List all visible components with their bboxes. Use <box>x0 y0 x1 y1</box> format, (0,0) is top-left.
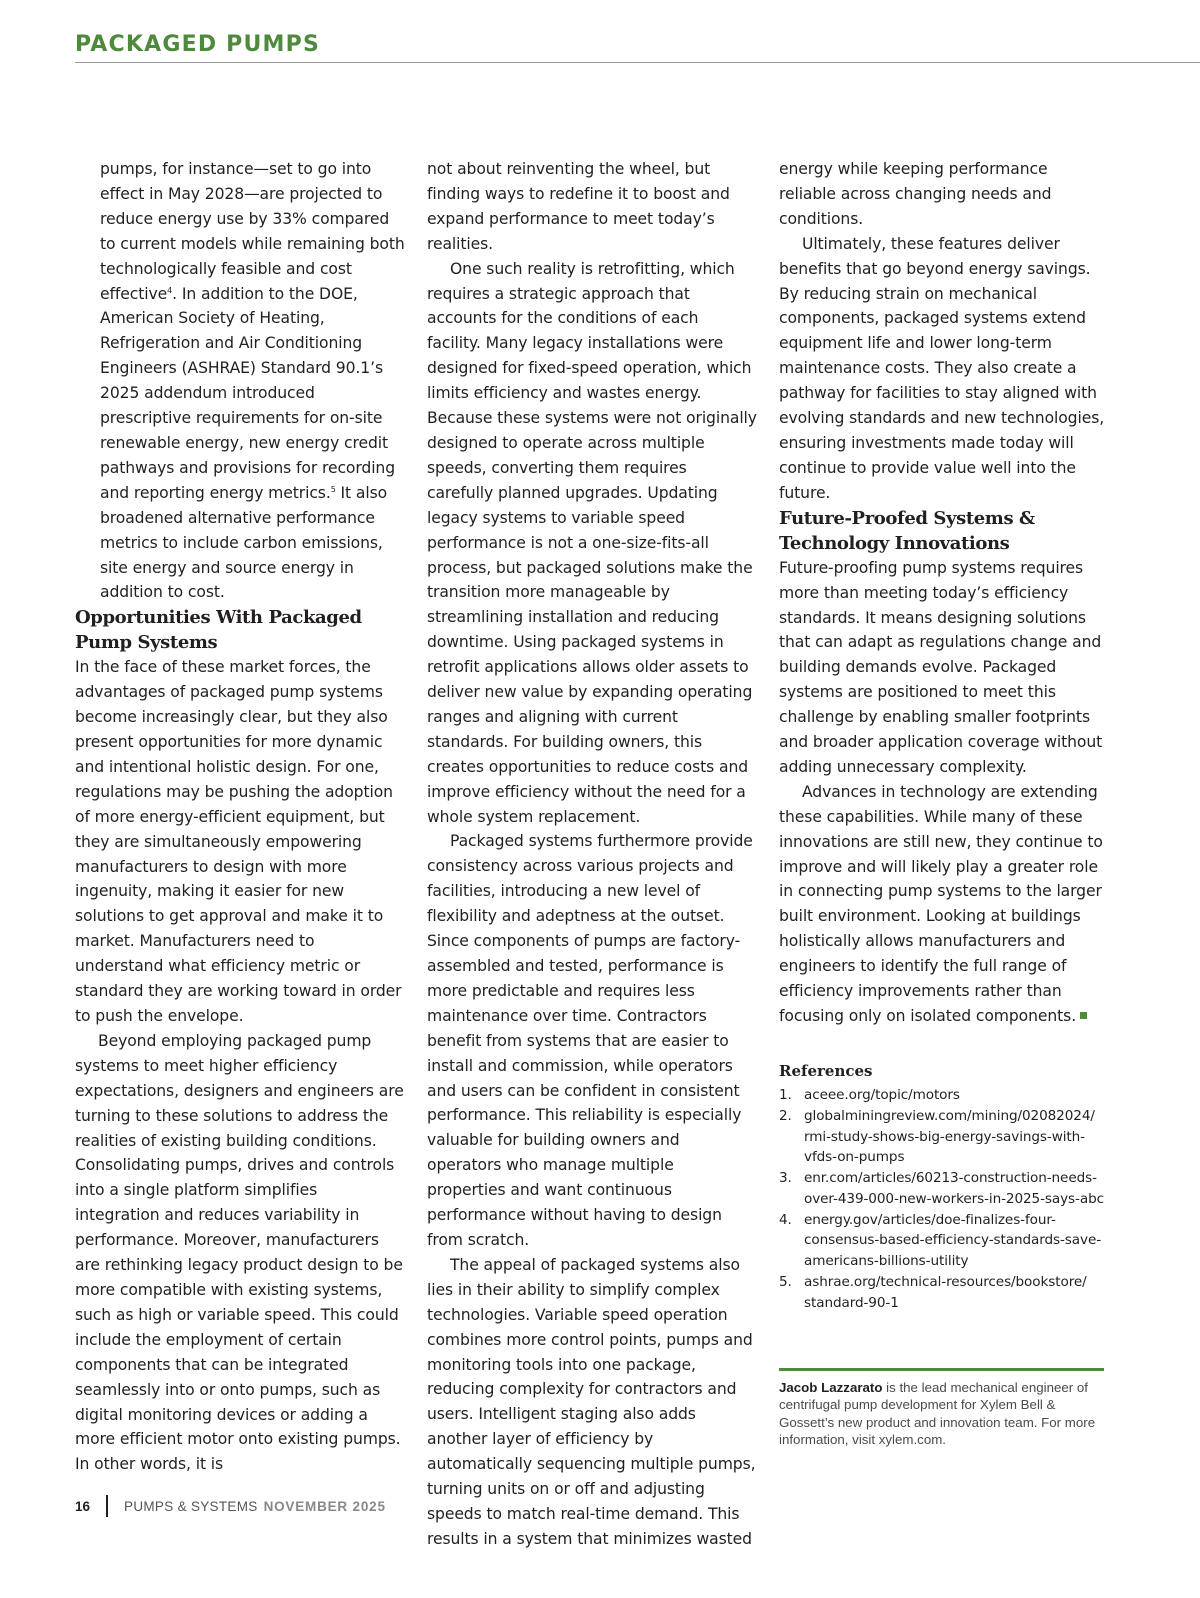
reference-link[interactable]: enr.com/articles/60213-construction-needs-over-439-000-new-workers-in-2025-says-abc <box>804 1170 1104 1207</box>
column-1 <box>75 157 405 1477</box>
author-bio <box>779 1368 1104 1448</box>
subheading-opportunities: Opportunities With Packaged Pump Systems <box>75 607 362 654</box>
reference-link[interactable]: globalminingreview.com/mining/02082024/ rmi-study-shows-big-energy-savings-with-vfds-on-pumps <box>804 1107 1095 1166</box>
paragraph-text: Advances in technology are extending these capabilities. While many of these innovations are still new, they continue to improve and will likely play a greater role in connecting pump systems to the larger built environment. Looking at buildings holistically allows manufacturers and engineers to identify the full range of efficiency improvements rather than focusing only on isolated components. <box>779 782 1103 1025</box>
footer-divider <box>106 1495 108 1517</box>
end-of-article-mark <box>1080 1012 1087 1019</box>
reference-number: 3. <box>779 1170 792 1187</box>
issue-date: NOVEMBER 2025 <box>263 1499 386 1514</box>
reference-number: 1. <box>779 1086 792 1103</box>
intro-block <box>75 157 405 605</box>
reference-item[interactable] <box>779 1168 1109 1210</box>
author-bio-text: is the lead mechanical engineer of centrifugal pump development for Xylem Bell & Gossett’s new product and innovation team. For more information, visit xylem.com. <box>779 1380 1096 1447</box>
paragraph: The appeal of packaged systems also lies in their ability to simplify complex technologies. Variable speed operation combines more control points, pumps and monitoring tools into one package, reducing complexity for contractors and users. Intelligent staging also adds another layer of efficiency by automatically sequencing multiple pumps, turning units on or off and adjusting speeds to match real-time demand. This results in a system that minimizes wasted <box>427 1255 756 1548</box>
reference-item[interactable] <box>779 1106 1109 1168</box>
column-3 <box>779 157 1109 1314</box>
column-2 <box>427 157 757 1552</box>
paragraph: Future-proofing pump systems requires more than meeting today’s efficiency standards. It means designing solutions that can adapt as regulations change and building demands evolve. Packaged systems are positioned to meet this challenge by enabling smaller footprints and broader application coverage without adding unnecessary complexity. <box>779 558 1103 776</box>
paragraph: not about reinventing the wheel, but finding ways to redefine it to boost and expand performance to meet today’s realities. <box>427 160 730 253</box>
reference-number: 5. <box>779 1274 792 1291</box>
paragraph: Beyond employing packaged pump systems to meet higher efficiency expectations, designers and engineers are turning to these solutions to address the realities of existing building conditions. Consolidating pumps, drives and controls into a single platform simplifies integration and reduces variability in performance. Moreover, manufacturers are rethinking legacy product design to be more compatible with existing systems, such as high or variable speed. This could include the employment of certain components that can be integrated seamlessly into or onto pumps, such as digital monitoring devices or adding a more efficient motor onto existing pumps. In other words, it is <box>75 1031 404 1474</box>
intro-text-c: It also broadened alternative performance metrics to include carbon emissions, site energy and source energy in addition to cost. <box>100 483 388 602</box>
intro-paragraph <box>100 157 405 605</box>
header-divider <box>75 62 1200 63</box>
reference-item[interactable] <box>779 1210 1109 1272</box>
footnote-ref-4: 4 <box>167 285 173 295</box>
page-footer <box>75 1494 386 1520</box>
page-number: 16 <box>75 1499 91 1514</box>
reference-link[interactable]: aceee.org/topic/motors <box>804 1086 960 1103</box>
paragraph: One such reality is retrofitting, which requires a strategic approach that accounts for the conditions of each facility. Many legacy installations were designed for fixed-speed operation, which limits efficiency and wastes energy. Because these systems were not originally designed to operate across multiple speeds, converting them requires carefully planned upgrades. Updating legacy systems to variable speed performance is not a one-size-fits-all process, but packaged solutions make the transition more manageable by streamlining installation and reducing downtime. Using packaged systems in retrofit applications allows older assets to deliver new value by expanding operating ranges and aligning with current standards. For building owners, this creates opportunities to reduce costs and improve efficiency without the need for a whole system replacement. <box>427 259 757 826</box>
reference-item[interactable] <box>779 1085 1109 1106</box>
reference-link[interactable]: energy.gov/articles/doe-finalizes-four-consensus-based-efficiency-standards-save-americans-billions-utility <box>804 1211 1102 1270</box>
author-name: Jacob Lazzarato <box>779 1380 883 1395</box>
paragraph: Packaged systems furthermore provide consistency across various projects and facilities, introducing a new level of flexibility and adeptness at the outset. Since components of pumps are factory-assembled and tested, performance is more predictable and requires less maintenance over time. Contractors benefit from systems that are easier to install and commission, while operators and users can be confident in consistent performance. This reliability is especially valuable for building owners and operators who manage multiple properties and want continuous performance without having to design from scratch. <box>427 832 753 1249</box>
intro-text-b: . In addition to the DOE, American Society of Heating, Refrigeration and Air Conditioning Engineers (ASHRAE) Standard 90.1’s 2025 addendum introduced prescriptive requirements for on-site renewable energy, new energy credit pathways and provisions for recording and reporting energy metrics. <box>100 284 396 502</box>
intro-text-a: pumps, for instance—set to go into effect in May 2028—are projected to reduce energy use by 33% compared to current models while remaining both technologically feasible and cost effective <box>100 160 405 303</box>
references-list <box>779 1085 1109 1314</box>
reference-item[interactable] <box>779 1272 1109 1314</box>
paragraph: energy while keeping performance reliable across changing needs and conditions. <box>779 160 1052 228</box>
reference-number: 4. <box>779 1211 792 1228</box>
references-heading: References <box>779 1061 873 1080</box>
reference-link[interactable]: ashrae.org/technical-resources/bookstore/ standard-90-1 <box>804 1274 1087 1311</box>
paragraph <box>779 780 1109 1029</box>
section-title: PACKAGED PUMPS <box>75 32 321 57</box>
paragraph: Ultimately, these features deliver benefits that go beyond energy savings. By reducing strain on mechanical components, packaged systems extend equipment life and lower long-term maintenance costs. They also create a pathway for facilities to stay aligned with evolving standards and new technologies, ensuring investments made today will continue to provide value well into the future. <box>779 234 1105 502</box>
footnote-ref-5: 5 <box>330 484 336 494</box>
magazine-name: PUMPS & SYSTEMS <box>124 1499 258 1514</box>
reference-number: 2. <box>779 1107 792 1124</box>
subheading-future-proofed: Future-Proofed Systems & Technology Innovations <box>779 507 1035 554</box>
paragraph: In the face of these market forces, the advantages of packaged pump systems become increasingly clear, but they also present opportunities for more dynamic and intentional holistic design. For one, regulations may be pushing the adoption of more energy-efficient equipment, but they are simultaneously empowering manufacturers to design with more ingenuity, making it easier for new solutions to get approval and make it to market. Manufacturers need to understand what efficiency metric or standard they are working toward in order to push the envelope. <box>75 658 402 1025</box>
